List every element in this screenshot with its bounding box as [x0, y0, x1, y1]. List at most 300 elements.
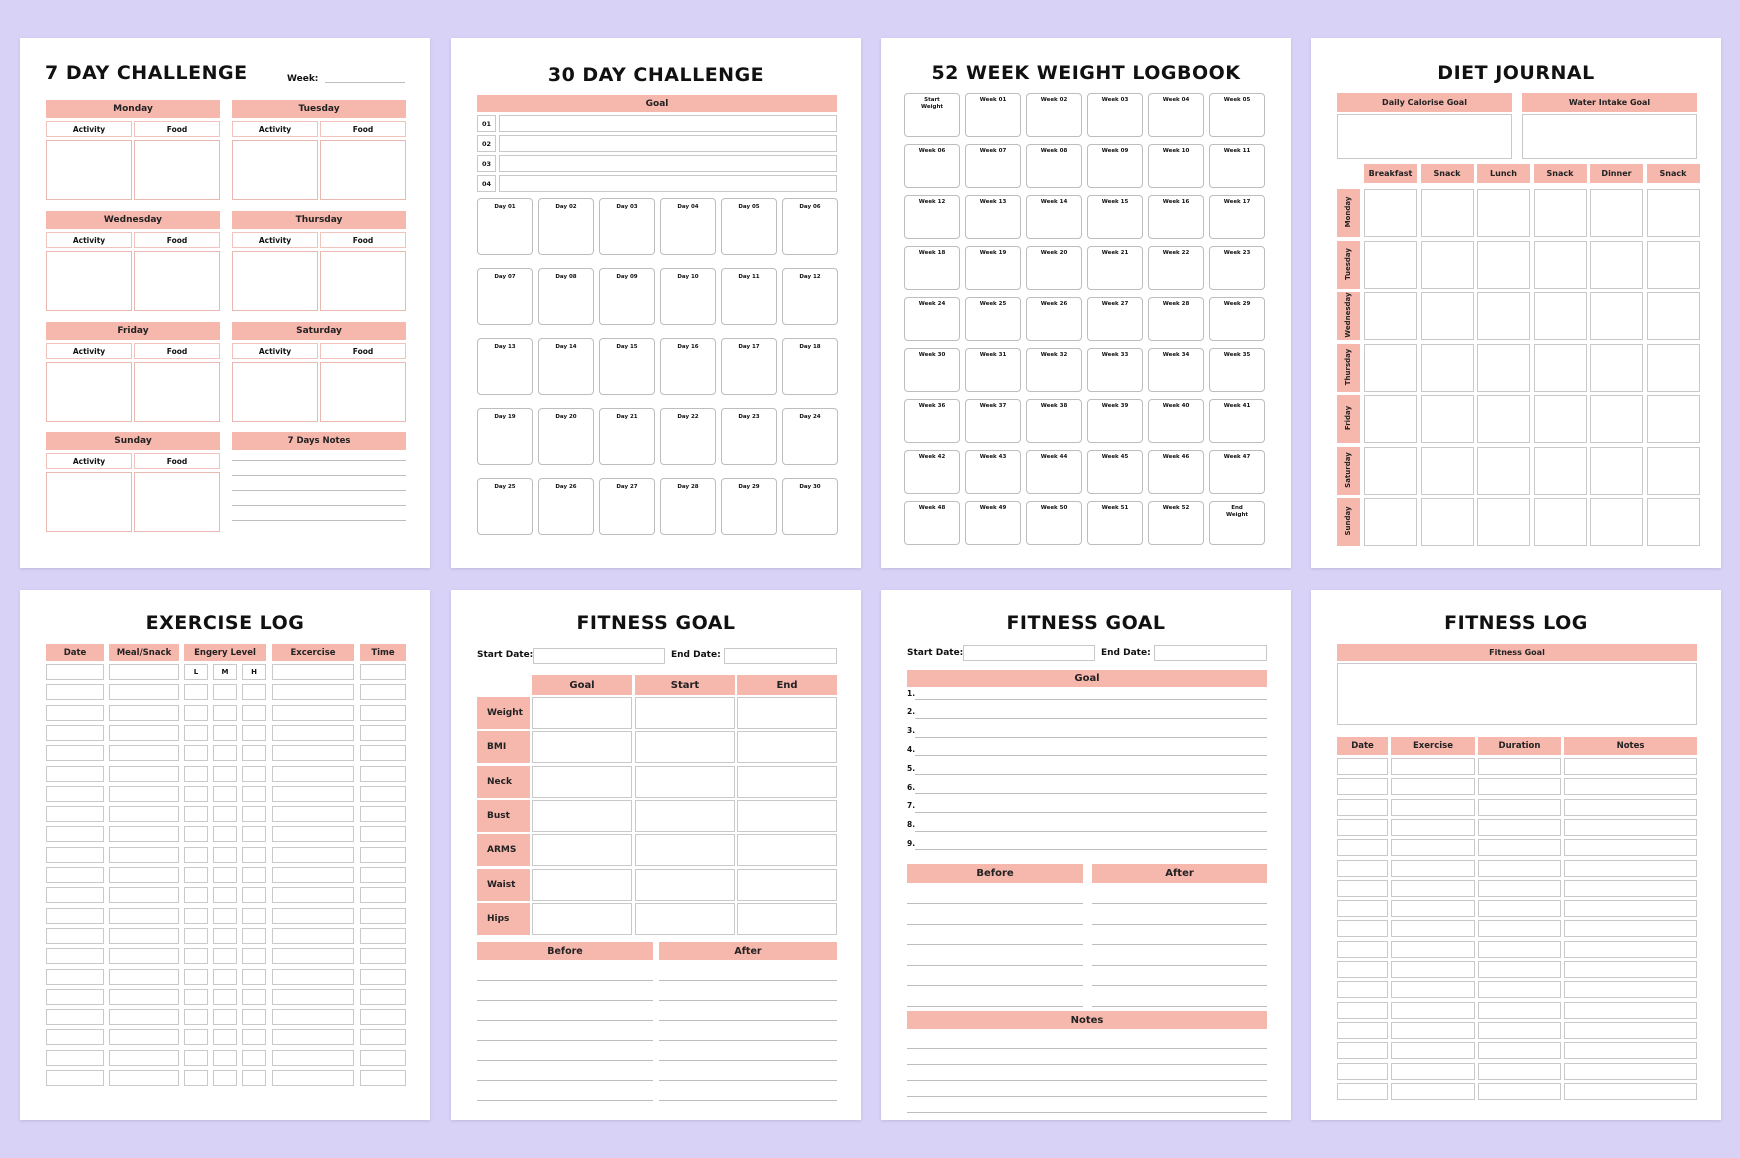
level-cell[interactable] [213, 786, 237, 802]
notes-line[interactable] [907, 1112, 1267, 1113]
after-line[interactable] [659, 1080, 837, 1081]
week-box[interactable] [1209, 399, 1265, 443]
level-cell[interactable] [213, 948, 237, 964]
goal-cell[interactable] [635, 697, 735, 729]
before-line[interactable] [477, 980, 653, 981]
log-cell[interactable] [1564, 920, 1697, 937]
meal-cell[interactable] [1590, 344, 1643, 392]
exercise-cell[interactable] [272, 969, 354, 985]
level-cell[interactable] [184, 1029, 208, 1045]
meal-cell[interactable] [109, 908, 179, 924]
exercise-cell[interactable] [272, 1029, 354, 1045]
day-box[interactable] [477, 268, 533, 325]
log-cell[interactable] [1564, 880, 1697, 897]
meal-cell[interactable] [109, 1070, 179, 1086]
level-cell[interactable] [184, 1070, 208, 1086]
date-cell[interactable] [46, 745, 104, 761]
week-box[interactable] [1148, 399, 1204, 443]
time-cell[interactable] [360, 725, 406, 741]
meal-cell[interactable] [1364, 498, 1417, 546]
notes-line[interactable] [907, 1080, 1267, 1081]
meal-cell[interactable] [1647, 189, 1700, 237]
date-cell[interactable] [46, 847, 104, 863]
week-box[interactable] [1087, 399, 1143, 443]
week-box[interactable] [965, 246, 1021, 290]
after-line[interactable] [1092, 985, 1267, 986]
log-cell[interactable] [1337, 1042, 1388, 1059]
week-box[interactable] [1148, 297, 1204, 341]
day-box[interactable] [660, 268, 716, 325]
activity-box[interactable] [46, 251, 132, 311]
before-line[interactable] [477, 1000, 653, 1001]
week-box[interactable] [1209, 144, 1265, 188]
meal-cell[interactable] [109, 989, 179, 1005]
goal-input[interactable] [499, 175, 837, 192]
meal-cell[interactable] [1421, 447, 1474, 495]
log-cell[interactable] [1391, 1083, 1475, 1100]
exercise-cell[interactable] [272, 867, 354, 883]
week-box[interactable] [1026, 348, 1082, 392]
meal-cell[interactable] [109, 887, 179, 903]
meal-cell[interactable] [109, 1050, 179, 1066]
time-cell[interactable] [360, 664, 406, 680]
week-box[interactable] [1087, 501, 1143, 545]
level-cell[interactable] [242, 684, 266, 700]
meal-cell[interactable] [1534, 447, 1587, 495]
log-cell[interactable] [1391, 839, 1475, 856]
food-box[interactable] [320, 362, 406, 422]
level-cell[interactable] [242, 786, 266, 802]
meal-cell[interactable] [109, 928, 179, 944]
log-cell[interactable] [1391, 819, 1475, 836]
day-box[interactable] [782, 268, 838, 325]
date-cell[interactable] [46, 705, 104, 721]
meal-cell[interactable] [1647, 344, 1700, 392]
goal-cell[interactable] [532, 697, 632, 729]
exercise-cell[interactable] [272, 989, 354, 1005]
meal-cell[interactable] [1590, 292, 1643, 340]
level-cell[interactable] [242, 1009, 266, 1025]
before-line[interactable] [477, 1040, 653, 1041]
week-box[interactable] [904, 144, 960, 188]
log-cell[interactable] [1337, 981, 1388, 998]
week-box[interactable] [1026, 144, 1082, 188]
activity-box[interactable] [232, 140, 318, 200]
level-cell[interactable] [242, 826, 266, 842]
week-box[interactable] [1148, 348, 1204, 392]
date-cell[interactable] [46, 928, 104, 944]
log-cell[interactable] [1337, 758, 1388, 775]
after-line[interactable] [659, 1100, 837, 1101]
calorie-goal-box[interactable] [1337, 114, 1512, 159]
meal-cell[interactable] [1421, 292, 1474, 340]
level-cell[interactable] [184, 847, 208, 863]
date-cell[interactable] [46, 664, 104, 680]
level-cell[interactable] [242, 806, 266, 822]
time-cell[interactable] [360, 766, 406, 782]
log-cell[interactable] [1337, 1022, 1388, 1039]
after-line[interactable] [659, 1000, 837, 1001]
level-cell[interactable] [242, 1050, 266, 1066]
time-cell[interactable] [360, 928, 406, 944]
log-cell[interactable] [1337, 860, 1388, 877]
week-box[interactable] [904, 399, 960, 443]
log-cell[interactable] [1478, 1083, 1561, 1100]
level-cell[interactable] [213, 928, 237, 944]
week-box[interactable] [965, 450, 1021, 494]
meal-cell[interactable] [1590, 498, 1643, 546]
meal-cell[interactable] [109, 664, 179, 680]
level-cell[interactable] [242, 705, 266, 721]
week-box[interactable] [965, 195, 1021, 239]
level-cell[interactable] [184, 745, 208, 761]
week-box[interactable] [1087, 93, 1143, 137]
goal-cell[interactable] [737, 697, 837, 729]
level-cell[interactable] [213, 766, 237, 782]
log-cell[interactable] [1478, 1042, 1561, 1059]
goal-line[interactable] [915, 812, 1267, 813]
meal-cell[interactable] [1534, 344, 1587, 392]
week-box[interactable] [1087, 297, 1143, 341]
goal-cell[interactable] [532, 834, 632, 866]
level-cell[interactable] [213, 745, 237, 761]
meal-cell[interactable] [109, 1029, 179, 1045]
log-cell[interactable] [1564, 860, 1697, 877]
goal-line[interactable] [915, 849, 1267, 850]
log-cell[interactable] [1564, 1002, 1697, 1019]
level-cell[interactable] [184, 928, 208, 944]
level-cell[interactable] [213, 1009, 237, 1025]
log-cell[interactable] [1478, 1022, 1561, 1039]
level-cell[interactable] [184, 948, 208, 964]
log-cell[interactable] [1564, 941, 1697, 958]
day-box[interactable] [660, 478, 716, 535]
after-line[interactable] [1092, 965, 1267, 966]
goal-line[interactable] [915, 774, 1267, 775]
week-box[interactable] [1209, 297, 1265, 341]
week-box[interactable] [1026, 450, 1082, 494]
level-cell[interactable] [242, 766, 266, 782]
level-cell[interactable] [213, 989, 237, 1005]
log-cell[interactable] [1478, 778, 1561, 795]
log-cell[interactable] [1564, 1063, 1697, 1080]
before-line[interactable] [907, 1006, 1083, 1007]
log-cell[interactable] [1337, 819, 1388, 836]
log-cell[interactable] [1337, 1063, 1388, 1080]
meal-cell[interactable] [109, 766, 179, 782]
log-cell[interactable] [1391, 880, 1475, 897]
week-box[interactable] [1148, 195, 1204, 239]
meal-cell[interactable] [1364, 241, 1417, 289]
log-cell[interactable] [1337, 1083, 1388, 1100]
log-cell[interactable] [1391, 860, 1475, 877]
food-box[interactable] [134, 362, 220, 422]
week-box[interactable] [904, 93, 960, 137]
log-cell[interactable] [1391, 799, 1475, 816]
meal-cell[interactable] [109, 826, 179, 842]
date-cell[interactable] [46, 989, 104, 1005]
goal-cell[interactable] [737, 834, 837, 866]
end-date-field[interactable] [724, 648, 837, 664]
meal-cell[interactable] [1477, 498, 1530, 546]
log-cell[interactable] [1564, 1042, 1697, 1059]
meal-cell[interactable] [109, 684, 179, 700]
week-box[interactable] [1209, 450, 1265, 494]
goal-cell[interactable] [532, 869, 632, 901]
before-line[interactable] [477, 1060, 653, 1061]
log-cell[interactable] [1564, 799, 1697, 816]
meal-cell[interactable] [1421, 344, 1474, 392]
level-cell[interactable] [213, 705, 237, 721]
date-cell[interactable] [46, 867, 104, 883]
level-cell[interactable] [242, 1029, 266, 1045]
log-cell[interactable] [1391, 1063, 1475, 1080]
day-box[interactable] [477, 408, 533, 465]
log-cell[interactable] [1478, 880, 1561, 897]
notes-line[interactable] [907, 1064, 1267, 1065]
day-box[interactable] [721, 198, 777, 255]
time-cell[interactable] [360, 1050, 406, 1066]
start-date-field[interactable] [533, 648, 665, 664]
log-cell[interactable] [1337, 799, 1388, 816]
level-cell[interactable] [213, 684, 237, 700]
week-box[interactable] [1026, 399, 1082, 443]
day-box[interactable] [477, 198, 533, 255]
week-box[interactable] [904, 450, 960, 494]
meal-cell[interactable] [109, 948, 179, 964]
date-cell[interactable] [46, 806, 104, 822]
week-box[interactable] [1026, 93, 1082, 137]
before-line[interactable] [477, 1020, 653, 1021]
before-line[interactable] [907, 965, 1083, 966]
goal-line[interactable] [915, 699, 1267, 700]
meal-cell[interactable] [1590, 395, 1643, 443]
day-box[interactable] [721, 268, 777, 325]
log-cell[interactable] [1478, 860, 1561, 877]
meal-cell[interactable] [109, 969, 179, 985]
level-cell[interactable] [184, 725, 208, 741]
after-line[interactable] [659, 1060, 837, 1061]
log-cell[interactable] [1391, 1022, 1475, 1039]
food-box[interactable] [134, 140, 220, 200]
time-cell[interactable] [360, 908, 406, 924]
week-box[interactable] [1087, 195, 1143, 239]
week-box[interactable] [965, 348, 1021, 392]
day-box[interactable] [782, 338, 838, 395]
after-line[interactable] [659, 1020, 837, 1021]
meal-cell[interactable] [109, 867, 179, 883]
week-box[interactable] [904, 297, 960, 341]
log-cell[interactable] [1478, 758, 1561, 775]
exercise-cell[interactable] [272, 786, 354, 802]
log-cell[interactable] [1391, 1002, 1475, 1019]
week-box[interactable] [1148, 93, 1204, 137]
log-cell[interactable] [1337, 778, 1388, 795]
level-cell[interactable] [184, 766, 208, 782]
date-cell[interactable] [46, 1050, 104, 1066]
goal-cell[interactable] [635, 766, 735, 798]
day-box[interactable] [538, 478, 594, 535]
goal-line[interactable] [915, 718, 1267, 719]
log-cell[interactable] [1564, 1022, 1697, 1039]
start-date-field[interactable] [963, 645, 1095, 661]
day-box[interactable] [782, 198, 838, 255]
meal-cell[interactable] [1477, 241, 1530, 289]
day-box[interactable] [782, 478, 838, 535]
meal-cell[interactable] [109, 745, 179, 761]
log-cell[interactable] [1391, 941, 1475, 958]
after-line[interactable] [659, 980, 837, 981]
before-line[interactable] [907, 944, 1083, 945]
time-cell[interactable] [360, 786, 406, 802]
log-cell[interactable] [1391, 1042, 1475, 1059]
log-cell[interactable] [1478, 961, 1561, 978]
time-cell[interactable] [360, 684, 406, 700]
log-cell[interactable] [1564, 819, 1697, 836]
week-box[interactable] [965, 297, 1021, 341]
notes-line[interactable] [907, 1048, 1267, 1049]
time-cell[interactable] [360, 989, 406, 1005]
level-cell[interactable] [184, 826, 208, 842]
date-cell[interactable] [46, 908, 104, 924]
before-line[interactable] [907, 924, 1083, 925]
goal-cell[interactable] [635, 800, 735, 832]
notes-line[interactable] [232, 475, 406, 476]
water-goal-box[interactable] [1522, 114, 1697, 159]
meal-cell[interactable] [1534, 498, 1587, 546]
date-cell[interactable] [46, 887, 104, 903]
goal-input[interactable] [499, 135, 837, 152]
week-box[interactable] [904, 246, 960, 290]
week-box[interactable] [965, 144, 1021, 188]
exercise-cell[interactable] [272, 928, 354, 944]
meal-cell[interactable] [1364, 395, 1417, 443]
date-cell[interactable] [46, 1070, 104, 1086]
goal-cell[interactable] [635, 869, 735, 901]
meal-cell[interactable] [1364, 447, 1417, 495]
meal-cell[interactable] [109, 725, 179, 741]
level-cell[interactable] [242, 867, 266, 883]
date-cell[interactable] [46, 725, 104, 741]
week-box[interactable] [1087, 450, 1143, 494]
goal-cell[interactable] [532, 766, 632, 798]
meal-cell[interactable] [1364, 344, 1417, 392]
log-cell[interactable] [1478, 1002, 1561, 1019]
level-cell[interactable] [213, 826, 237, 842]
goal-line[interactable] [915, 831, 1267, 832]
day-box[interactable] [538, 408, 594, 465]
activity-box[interactable] [232, 362, 318, 422]
before-line[interactable] [477, 1080, 653, 1081]
exercise-cell[interactable] [272, 806, 354, 822]
goal-input[interactable] [499, 115, 837, 132]
level-cell[interactable] [184, 1050, 208, 1066]
week-box[interactable] [1087, 246, 1143, 290]
meal-cell[interactable] [1590, 189, 1643, 237]
exercise-cell[interactable] [272, 684, 354, 700]
day-box[interactable] [721, 408, 777, 465]
notes-line[interactable] [232, 490, 406, 491]
level-cell[interactable] [184, 1009, 208, 1025]
log-cell[interactable] [1391, 981, 1475, 998]
exercise-cell[interactable] [272, 887, 354, 903]
meal-cell[interactable] [1647, 241, 1700, 289]
week-box[interactable] [1026, 246, 1082, 290]
level-cell[interactable] [184, 969, 208, 985]
meal-cell[interactable] [1534, 292, 1587, 340]
log-cell[interactable] [1478, 799, 1561, 816]
meal-cell[interactable] [1534, 189, 1587, 237]
log-cell[interactable] [1564, 961, 1697, 978]
goal-cell[interactable] [737, 869, 837, 901]
exercise-cell[interactable] [272, 664, 354, 680]
level-cell[interactable] [184, 786, 208, 802]
level-cell[interactable] [242, 725, 266, 741]
food-box[interactable] [320, 140, 406, 200]
day-box[interactable] [538, 268, 594, 325]
time-cell[interactable] [360, 948, 406, 964]
week-box[interactable] [1026, 501, 1082, 545]
week-box[interactable] [965, 501, 1021, 545]
level-cell[interactable] [213, 1070, 237, 1086]
week-box[interactable] [1148, 501, 1204, 545]
meal-cell[interactable] [1477, 344, 1530, 392]
after-line[interactable] [1092, 903, 1267, 904]
time-cell[interactable] [360, 1070, 406, 1086]
week-box[interactable] [1087, 144, 1143, 188]
meal-cell[interactable] [109, 806, 179, 822]
goal-cell[interactable] [737, 766, 837, 798]
log-cell[interactable] [1337, 920, 1388, 937]
week-box[interactable] [1148, 246, 1204, 290]
level-cell[interactable] [184, 867, 208, 883]
log-cell[interactable] [1337, 880, 1388, 897]
meal-cell[interactable] [1647, 498, 1700, 546]
meal-cell[interactable] [1590, 241, 1643, 289]
week-box[interactable] [1087, 348, 1143, 392]
date-cell[interactable] [46, 1009, 104, 1025]
meal-cell[interactable] [1477, 447, 1530, 495]
day-box[interactable] [721, 478, 777, 535]
end-date-field[interactable] [1154, 645, 1267, 661]
log-cell[interactable] [1391, 778, 1475, 795]
date-cell[interactable] [46, 786, 104, 802]
level-cell[interactable] [242, 908, 266, 924]
log-cell[interactable] [1564, 1083, 1697, 1100]
food-box[interactable] [320, 251, 406, 311]
fitness-goal-box[interactable] [1337, 663, 1697, 725]
goal-cell[interactable] [532, 731, 632, 763]
time-cell[interactable] [360, 969, 406, 985]
log-cell[interactable] [1337, 961, 1388, 978]
goal-line[interactable] [915, 793, 1267, 794]
goal-cell[interactable] [737, 731, 837, 763]
meal-cell[interactable] [1534, 395, 1587, 443]
notes-line[interactable] [232, 460, 406, 461]
meal-cell[interactable] [109, 786, 179, 802]
log-cell[interactable] [1391, 920, 1475, 937]
week-box[interactable] [965, 399, 1021, 443]
week-box[interactable] [1209, 195, 1265, 239]
after-line[interactable] [1092, 944, 1267, 945]
log-cell[interactable] [1564, 778, 1697, 795]
exercise-cell[interactable] [272, 948, 354, 964]
exercise-cell[interactable] [272, 745, 354, 761]
goal-cell[interactable] [532, 800, 632, 832]
log-cell[interactable] [1337, 839, 1388, 856]
level-cell[interactable] [213, 969, 237, 985]
level-cell[interactable] [242, 1070, 266, 1086]
